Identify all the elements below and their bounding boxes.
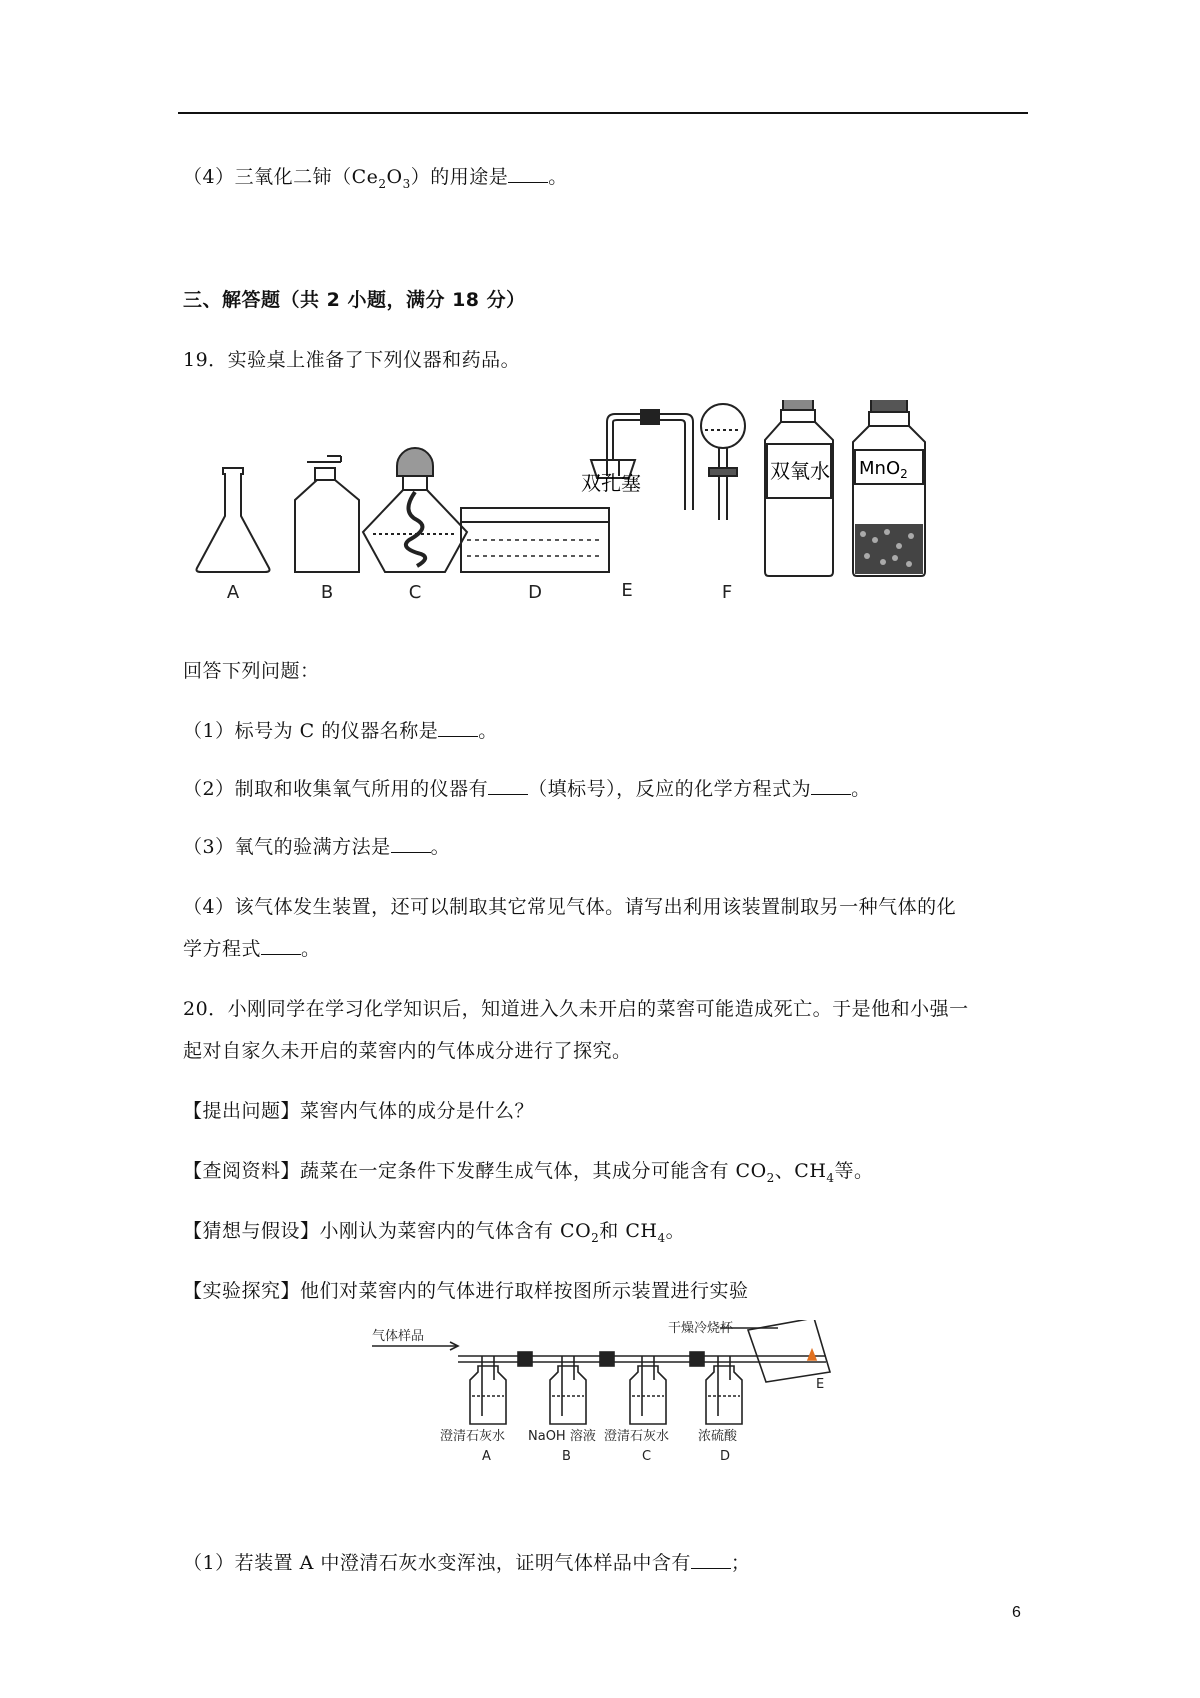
wash-bottle-c-icon [630,1356,666,1424]
question-20-line2: 起对自家久未开启的菜窖内的气体成分进行了探究。 [183,1040,632,1062]
q20-guess: 【猜想与假设】小刚认为菜窖内的气体含有 $CO_2$和 $CH_4$。 [183,1220,686,1245]
question-19-prompt: 回答下列问题： [183,660,320,682]
label-a: A [226,582,240,600]
label-d: D [528,582,542,600]
separatory-funnel-icon [701,400,745,520]
bottle-label-h2o2: 双氧水 [770,459,830,483]
question-19-part-4-line2: 学方程式 。 [183,938,321,960]
bottle-c-name: 澄清石灰水 [604,1429,670,1444]
gas-bottle-icon [295,456,359,572]
answer-blank[interactable] [391,834,431,853]
bottle-b-letter: B [562,1449,571,1464]
label-b: B [320,582,334,600]
water-trough-icon [461,508,609,572]
stopper-label: 双孔塞 [581,471,641,495]
bottle-a-name: 澄清石灰水 [440,1429,506,1444]
beaker-label: 干燥冷烧杯 [668,1321,734,1336]
q20-explore: 【实验探究】他们对菜窖内的气体进行取样按图所示装置进行实验 [183,1280,749,1302]
question-19-stem: 19．实验桌上准备了下列仪器和药品。 [183,349,521,371]
answer-blank[interactable] [261,936,301,955]
question-18-part-4: （4）三氧化二铈$(Ce_2O_3)$的用途是 。 [183,166,568,191]
wash-bottle-b-icon [550,1356,586,1424]
bottle-d-letter: D [720,1449,731,1464]
q20-info: 【查阅资料】蔬菜在一定条件下发酵生成气体，其成分可能含有 $CO_2$、$CH_4$等。 [183,1160,874,1185]
question-19-part-4-line1: （4）该气体发生装置，还可以制取其它常见气体。请写出利用该装置制取另一种气体的化 [183,896,957,918]
gas-sample-label: 气体样品 [372,1329,425,1344]
conical-flask-icon [197,468,270,572]
bottle-d-name: 浓硫酸 [698,1429,738,1444]
bottle-a-letter: A [482,1449,491,1464]
wash-bottle-a-icon [470,1356,506,1424]
bottle-label-mno2: MnO$_2$ [859,458,908,481]
two-hole-stopper-icon [591,410,693,510]
question-19-part-2: （2）制取和收集氧气所用的仪器有 （填标号），反应的化学方程式为 。 [183,778,871,800]
label-c: C [408,582,422,600]
label-e: E [621,580,633,600]
header-rule [178,112,1028,114]
question-20-part-1: （1）若装置 A 中澄清石灰水变浑浊，证明气体样品中含有 ； [183,1552,751,1574]
manganese-dioxide-bottle-icon [853,400,925,576]
hydrogen-peroxide-bottle-icon [765,400,833,576]
answer-blank[interactable] [488,776,528,795]
apparatus-figure [195,400,1015,600]
e-label: E [816,1377,825,1392]
bottle-c-letter: C [642,1449,652,1464]
gas-test-figure [368,1320,848,1480]
question-20-line1: 20．小刚同学在学习化学知识后，知道进入久未开启的菜窖可能造成死亡。于是他和小强一 [183,998,969,1020]
question-19-part-1: （1）标号为 C 的仪器名称是 。 [183,720,498,742]
answer-blank[interactable] [691,1550,731,1569]
cold-beaker-icon [748,1320,830,1382]
page-number: 6 [1012,1604,1021,1621]
question-19-part-3: （3）氧气的验满方法是 。 [183,836,451,858]
bottle-b-name: NaOH 溶液 [528,1429,596,1444]
q20-ask: 【提出问题】菜窖内气体的成分是什么？ [183,1100,535,1122]
label-f: F [721,582,733,600]
answer-blank[interactable] [811,776,851,795]
answer-blank[interactable] [508,164,548,183]
wash-bottle-d-icon [706,1356,742,1424]
alcohol-lamp-icon [363,448,467,572]
answer-blank[interactable] [438,718,478,737]
section-title: 三、解答题（共 2 小题，满分 18 分） [183,289,526,311]
